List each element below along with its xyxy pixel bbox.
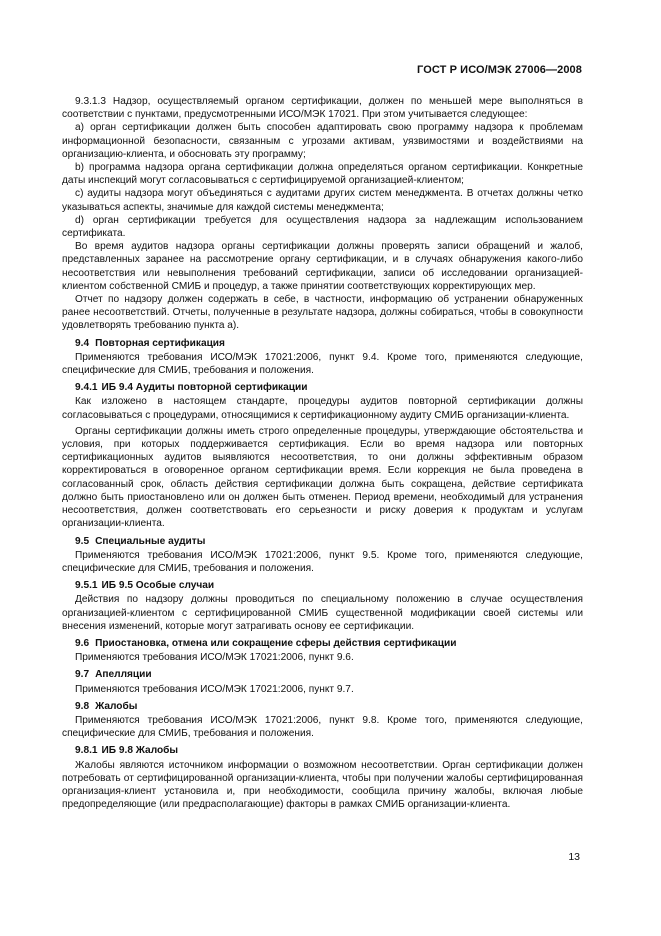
paragraph: Как изложено в настоящем стандарте, процедуры аудитов повторной сертификации должны согласовываться с процедурами, относящимися к сертификационному аудиту СМИБ организации-клиента. <box>62 396 583 421</box>
section-heading: 9.8 Жалобы <box>75 700 138 712</box>
paragraph: Жалобы являются источником информации о возможном несоответствии. Орган сертификации должен потребовать от сертифицированной организации-клиента, чтобы при получении жалобы сертифицированная организация-клиент установила и, при необходимости, сообщила причину жалобы, включая любые предопределяющие (или предрасполагающие) факторы в рамках СМИБ организации-клиента. <box>62 759 583 811</box>
paragraph: Применяются требования ИСО/МЭК 17021:2006, пункт 9.6. <box>75 652 354 664</box>
list-item-b: b) программа надзора органа сертификации должна определяться органом сертификации. Конкретные даты инспекций могут согласовываться с сертифицируемой организацией-клиентом; <box>62 162 583 187</box>
paragraph: Отчет по надзору должен содержать в себе, в частности, информацию об устранении обнаруженных ранее несоответствий. Отчеты, полученные в результате надзора, должны собираться, чтобы в совокупности удовлетворять требованию пункта а). <box>62 294 583 332</box>
paragraph: Применяются требования ИСО/МЭК 17021:2006, пункт 9.5. Кроме того, применяются следующие, специфические для СМИБ, требования и положения. <box>62 549 583 574</box>
section-heading: 9.4.1 ИБ 9.4 Аудиты повторной сертификации <box>75 382 308 394</box>
list-item-a: a) орган сертификации должен быть способен адаптировать свою программу надзора к проблемам информационной безопасности, связанным с угрозами активам, уязвимостями и воздействиями на организацию-клиента, и обосновать эту программу; <box>62 122 583 160</box>
paragraph: Применяются требования ИСО/МЭК 17021:2006, пункт 9.8. Кроме того, применяются следующие, специфические для СМИБ, требования и положения. <box>62 714 583 740</box>
paragraph: Действия по надзору должны проводиться по специальному положению в случае осуществления организацией-клиентом с сертифицированной СМИБ существенной модификации своей системы или внесения изменений, которые могут затрагивать основу ее сертификации. <box>62 594 583 632</box>
paragraph: Применяются требования ИСО/МЭК 17021:2006, пункт 9.7. <box>75 683 354 695</box>
section-heading: 9.7 Апелляции <box>75 669 152 681</box>
page-number: 13 <box>568 851 580 863</box>
section-heading: 9.8.1 ИБ 9.8 Жалобы <box>75 745 179 757</box>
document-body <box>62 95 583 811</box>
paragraph: Применяются требования ИСО/МЭК 17021:2006, пункт 9.4. Кроме того, применяются следующие, специфические для СМИБ, требования и положения. <box>62 351 583 377</box>
section-heading: 9.5.1 ИБ 9.5 Особые случаи <box>75 580 215 592</box>
document-header: ГОСТ Р ИСО/МЭК 27006—2008 <box>417 64 582 76</box>
list-item-c: c) аудиты надзора могут объединяться с аудитами других систем менеджмента. В отчетах должны четко указываться аспекты, значимые для каждой системы менеджмента; <box>62 188 583 213</box>
section-heading: 9.4 Повторная сертификация <box>75 337 225 349</box>
list-item-d: d) орган сертификации требуется для осуществления надзора за надлежащим использованием сертификата. <box>62 214 583 240</box>
paragraph: 9.3.1.3 Надзор, осуществляемый органом сертификации, должен по меньшей мере выполняться в соответствии с пунктами, предусмотренными ИСО/МЭК 17021. При этом учитывается следующее: <box>62 96 583 121</box>
section-heading: 9.5 Специальные аудиты <box>75 535 206 547</box>
paragraph: Во время аудитов надзора органы сертификации должны проверять записи обращений и жалоб, представленных заранее на рассмотрение органу сертификации, и в случаях обнаружения какого-либо несоответствия или невыполнения требований сертификации, записи об исследовании организацией-клиентом собственной СМИБ и процедур, а также принятии соответствующих корректирующих мер. <box>62 241 583 292</box>
section-heading: 9.6 Приостановка, отмена или сокращение сферы действия сертификации <box>75 637 457 649</box>
paragraph: Органы сертификации должны иметь строго определенные процедуры, утверждающие обстоятельства и условия, при которых поддерживается сертификация. Если во время надзора или повторных сертификационных аудитов выявляются несоответствия, то они должны эффективным образом корректироваться в оговоренное органом сертификации время. Если коррекция не была проведена в согласованный срок, область действия сертификации должна быть сокращена, действие сертификата должно быть приостановлено или он должен быть отменен. Период времени, необходимый для устранения несоответствия, должен соответствовать его серьезности и риску доверия к продуктам и услугам организации-клиента. <box>62 425 583 530</box>
